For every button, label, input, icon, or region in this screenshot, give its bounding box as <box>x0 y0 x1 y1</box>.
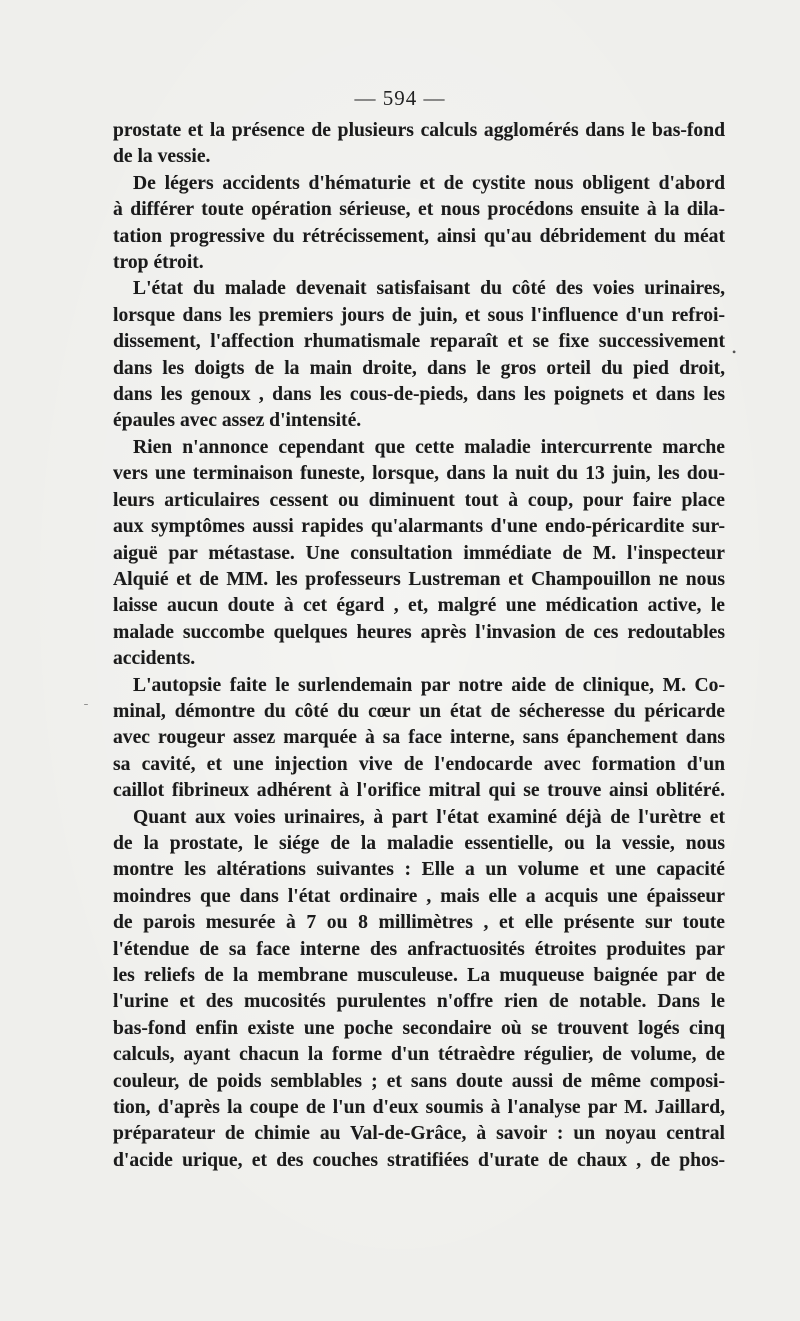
text-line: leurs articulaires cessent ou diminuent tout à coup, pour faire place <box>113 489 725 511</box>
text-line: de la prostate, le siége de la maladie essentielle, ou la vessie, nous <box>113 832 725 854</box>
paragraph-start-line: De légers accidents d'hématurie et de cystite nous obligent d'abord <box>133 172 725 194</box>
text-line: tation progressive du rétrécissement, ainsi qu'au débridement du méat <box>113 225 725 247</box>
text-line: l'étendue de sa face interne des anfractuosités étroites produites par <box>113 938 725 960</box>
page-number: — 594 — <box>354 86 446 110</box>
text-line: moindres que dans l'état ordinaire , mais elle a acquis une épaisseur <box>113 885 725 907</box>
text-line: prostate et la présence de plusieurs calculs agglomérés dans le bas-fond <box>113 120 725 141</box>
text-line: malade succombe quelques heures après l'invasion de ces redoutables <box>113 621 725 643</box>
text-line: de la vessie. <box>113 146 211 168</box>
paragraph-start-line: Rien n'annonce cependant que cette maladie intercurrente marche <box>133 436 725 458</box>
scan-speck: ˉ <box>84 700 88 714</box>
paragraph-start-line: L'état du malade devenait satisfaisant du côté des voies urinaires, <box>133 278 725 300</box>
text-line: les reliefs de la membrane musculeuse. La muqueuse baignée par de <box>113 965 725 986</box>
text-line: épaules avec assez d'intensité. <box>113 410 362 432</box>
text-line: couleur, de poids semblables ; et sans doute aussi de même composi- <box>113 1070 725 1092</box>
text-line: montre les altérations suivantes : Elle a un volume et une capacité <box>113 859 725 881</box>
text-line: bas-fond enfin existe une poche secondaire où se trouvent logés cinq <box>113 1017 725 1039</box>
scan-speck: • <box>732 345 737 359</box>
text-line: à différer toute opération sérieuse, et nous procédons ensuite à la dila- <box>113 199 725 221</box>
text-line: calculs, ayant chacun la forme d'un tétraèdre régulier, de volume, de <box>113 1044 725 1066</box>
text-line: avec rougeur assez marquée à sa face interne, sans épanchement dans <box>113 727 725 749</box>
text-line: minal, démontre du côté du cœur un état de sécheresse du péricarde <box>113 700 725 722</box>
text-line: de parois mesurée à 7 ou 8 millimètres , et elle présente sur toute <box>113 912 725 934</box>
paragraph-start-line: L'autopsie faite le surlendemain par notre aide de clinique, M. Co- <box>133 674 725 696</box>
text-line: caillot fibrineux adhérent à l'orifice mitral qui se trouve ainsi oblitéré. <box>113 780 725 802</box>
body-text <box>113 118 725 1174</box>
text-line: trop étroit. <box>113 252 204 274</box>
text-line: aiguë par métastase. Une consultation immédiate de M. l'inspecteur <box>113 542 725 564</box>
text-line: préparateur de chimie au Val-de-Grâce, à savoir : un noyau central <box>113 1123 725 1145</box>
text-line: aux symptômes aussi rapides qu'alarmants d'une endo-péricardite sur- <box>113 516 725 538</box>
text-line: l'urine et des mucosités purulentes n'offre rien de notable. Dans le <box>113 991 725 1013</box>
text-line: dans les genoux , dans les cous-de-pieds, dans les poignets et dans les <box>113 384 725 406</box>
text-line: lorsque dans les premiers jours de juin, et sous l'influence d'un refroi- <box>113 304 725 326</box>
text-line: tion, d'après la coupe de l'un d'eux soumis à l'analyse par M. Jaillard, <box>113 1097 725 1119</box>
text-line: sa cavité, et une injection vive de l'endocarde avec formation d'un <box>113 753 725 775</box>
text-line: vers une terminaison funeste, lorsque, dans la nuit du 13 juin, les dou- <box>113 463 725 485</box>
text-line: Alquié et de MM. les professeurs Lustreman et Champouillon ne nous <box>113 568 725 590</box>
paragraph-start-line: Quant aux voies urinaires, à part l'état examiné déjà de l'urètre et <box>133 806 725 828</box>
text-line: accidents. <box>113 648 196 670</box>
text-line: dans les doigts de la main droite, dans le gros orteil du pied droit, <box>113 357 725 379</box>
text-line: d'acide urique, et des couches stratifiées d'urate de chaux , de phos- <box>113 1149 725 1171</box>
text-line: laisse aucun doute à cet égard , et, malgré une médication active, le <box>113 595 725 617</box>
text-line: dissement, l'affection rhumatismale reparaît et se fixe successivement <box>113 331 725 353</box>
